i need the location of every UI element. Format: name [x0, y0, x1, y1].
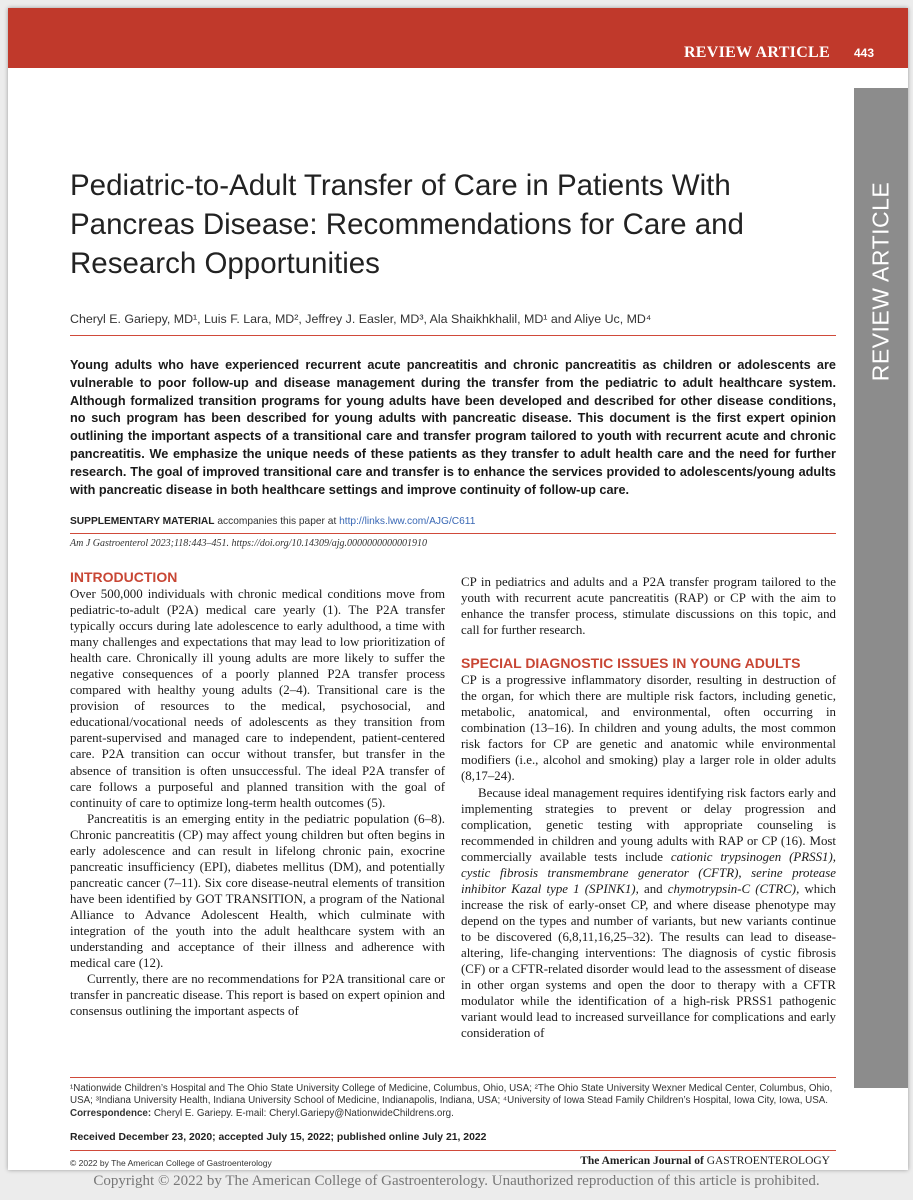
section-heading-introduction: INTRODUCTION — [70, 569, 178, 585]
journal-title: GASTROENTEROLOGY — [706, 1155, 830, 1167]
footer-copyright: © 2022 by The American College of Gastroenterology — [70, 1158, 272, 1168]
supplementary-label: SUPPLEMENTARY MATERIAL — [70, 516, 215, 527]
supplementary-text: accompanies this paper at — [214, 516, 340, 527]
divider-top — [70, 335, 836, 336]
copyright-notice: Copyright © 2022 by The American College of Gastroenterology. Unauthorized reproduction of this article is prohibited. — [93, 1173, 820, 1189]
header-bar — [8, 8, 908, 68]
received-dates: Received December 23, 2020; accepted July 15, 2022; published online July 21, 2022 — [70, 1132, 487, 1143]
paragraph: CP is a progressive inflammatory disorder, resulting in destruction of the organ, for which there are multiple risk factors, including genetic, metabolic, anatomical, and environmental, often occurring in combination (13–16). In children and young adults, the most common risk factors for CP are genetic and anatomic while environmental modifiers (i.e., alcohol and smoking) play a larger role in older adults (8,17–24). — [461, 673, 836, 784]
abstract: Young adults who have experienced recurrent acute pancreatitis and chronic pancreatitis as children or adolescents are vulnerable to poor follow-up and disease management during the transfer from the pediatric to adult healthcare system. Although formalized transition programs for young adults have been developed and described for other disease conditions, no such program has been described for young adults with pancreatic disease. This document is the first expert opinion outlining the important aspects of a transitional care and transfer program tailored to youth with recurrent acute and chronic pancreatitis. We emphasize the unique needs of these patients as they transfer to adult health care and the need for further research. The goal of improved transitional care and transfer is to enhance the services provided to adolescents/young adults with pancreatic disease in both healthcare settings and improve continuity of follow-up care. — [70, 358, 836, 497]
supplementary-link[interactable]: http://links.lww.com/AJG/C611 — [339, 516, 476, 527]
text-run: Because ideal management requires identifying risk factors early and implementing strategies to prevent or delay progression and complication, genetic testing with appropriate counseling is recommended in children and young adults with RAP or CP (16). Most commercially available tests include — [461, 785, 836, 864]
paragraph: CP in pediatrics and adults and a P2A transfer program tailored to the youth with recurrent acute pancreatitis (RAP) or CP with the aim to enhance the transfer process, stimulate discussions on this topic, and call for further research. — [461, 575, 836, 638]
paragraph: Currently, there are no recommendations for P2A transitional care or transfer in pancreatic disease. This report is based on expert opinion and consensus outlining the important aspects of — [70, 972, 445, 1019]
page-number: 443 — [853, 46, 874, 60]
gene-names: cationic trypsinogen (PRSS1), cystic fibrosis transmembrane generator (CFTR), serine protease inhibitor Kazal type 1 (SPINK1), — [461, 849, 836, 896]
paragraph: Over 500,000 individuals with chronic medical conditions move from pediatric-to-adult (P2A) medical care yearly (1). The P2A transfer typically occurs during late adolescence to early adulthood, a time with many challenges and expectations that may lead to low prioritization of health care. Chronically ill young adults are more likely to suffer the negative consequences of a poorly planned P2A transfer process compared with healthy young adults (2–4). Transitional care is the provision of resources to the medical, psychosocial, and educational/vocational needs of adolescents as they transition from parent-supervised and managed care to independent, patient-centered care. P2A transition can occur without transfer, but transfer in the absence of transition is often unsuccessful. The ideal P2A transfer of care follows a purposeful and planned transition with the goal of continuity of care to optimize long-term health outcomes (5). — [70, 587, 445, 810]
author-list: Cheryl E. Gariepy, MD¹, Luis F. Lara, MD², Jeffrey J. Easler, MD³, Ala Shaikhkhalil, MD¹ and Aliye Uc, MD⁴ — [70, 312, 652, 326]
paragraph: Pancreatitis is an emerging entity in the pediatric population (6–8). Chronic pancreatitis (CP) may affect young children but often begins in early adolescence and can result in lifelong chronic pain, exocrine pancreatic insufficiency (EPI), diabetes mellitus (DM), and potentially pancreatic cancer (7–11). Six core disease-neutral elements of transition have been identified by GOT TRANSITION, a program of the National Alliance to Advance Adolescent Health, which culminate with integration of the youth into the adult healthcare system with an understanding and acceptance of their illness and adherence with medical care (12). — [70, 811, 445, 971]
correspondence-text: Cheryl E. Gariepy. E-mail: Cheryl.Gariepy@NationwideChildrens.org. — [151, 1107, 454, 1119]
text-run: and — [638, 881, 668, 896]
affiliations: ¹Nationwide Children’s Hospital and The Ohio State University College of Medicine, Columbus, Ohio, USA; ²The Ohio State University Wexner Medical Center, Columbus, Ohio, USA; ³Indiana University Health, Indiana University School of Medicine, Indianapolis, Indiana, USA; ⁴University of Iowa Stead Family Children’s Hospital, Iowa City, Iowa, USA. — [70, 1083, 833, 1107]
divider-mid — [70, 533, 836, 534]
paragraph — [461, 785, 836, 1042]
citation: Am J Gastroenterol 2023;118:443–451. https://doi.org/10.14309/ajg.0000000000001910 — [70, 538, 428, 549]
journal-prefix: The American Journal of — [580, 1155, 707, 1167]
side-tab — [854, 88, 908, 1088]
article-page — [8, 8, 908, 1170]
journal-name — [580, 1155, 830, 1167]
gene-names: chymotrypsin-C (CTRC), — [667, 881, 800, 896]
side-tab-label: REVIEW ARTICLE — [867, 181, 894, 382]
article-title: Pediatric-to-Adult Transfer of Care in Patients With Pancreas Disease: Recommendations for Care and Research Opportunities — [70, 169, 744, 280]
body-column-right — [461, 568, 836, 1041]
affiliations-footnote — [70, 1083, 836, 1120]
divider-footnote — [70, 1077, 836, 1078]
text-run: which increase the risk of early-onset CP, and where disease phenotype may depend on the types and number of variants, but new variants continue to be discovered (6,8,11,16,25–32). The results can lead to disease-altering, life-changing interventions: The diagnosis of cystic fibrosis (CF) or a CFTR-related disorder would lead to the assessment of disease in other organ systems and open the door to therapy with a CFTR modulator while the identification of a high-risk PRSS1 pathogenic variant would lead to increased surveillance for complications and early consideration of — [461, 881, 836, 1041]
supplementary-note — [70, 516, 475, 527]
section-heading-special-diagnostic: SPECIAL DIAGNOSTIC ISSUES IN YOUNG ADULTS — [461, 655, 801, 672]
correspondence-label: Correspondence: — [70, 1107, 152, 1119]
section-label: REVIEW ARTICLE — [683, 44, 830, 61]
body-column-left — [70, 568, 445, 1019]
divider-bottom — [70, 1150, 836, 1151]
